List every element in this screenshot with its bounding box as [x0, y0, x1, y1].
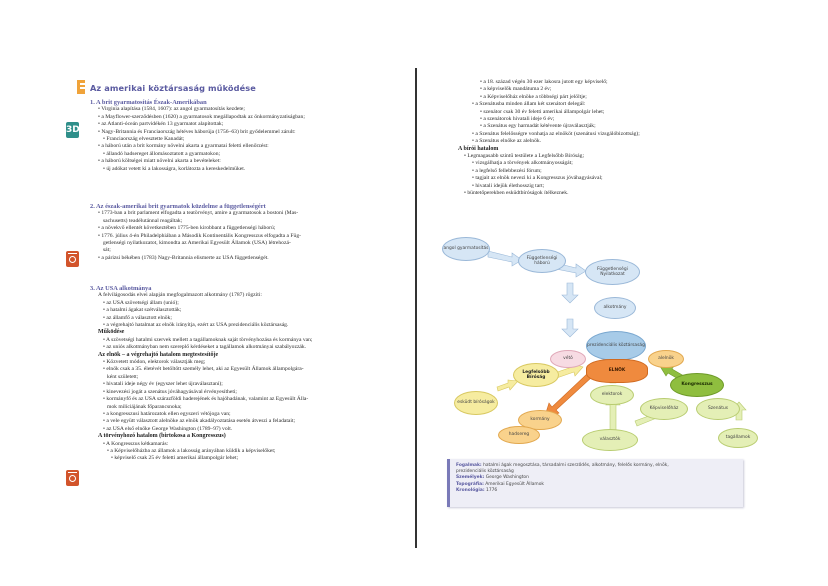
- node-alkotmany: alkotmány: [594, 297, 636, 319]
- kronologia-label: Kronológia:: [456, 487, 485, 493]
- text-line: • Nagy-Britannia és Franciaország hétéves háborúja (1756–63) brit győdelemmel zárult:: [98, 128, 296, 135]
- text-line: • 1773-ban a brit parlament elfogadta a teatörvényt, amire a gyarmatosok a bostoni (Mas-: [98, 210, 299, 217]
- text-line: • a hatalmi ágakat szétválasztották;: [103, 307, 182, 314]
- text-line: • az államfő a választott elnök;: [103, 314, 172, 321]
- text-line: • Virginia alapítása (1584, 1607): az angol gyarmatosítás kezdete;: [98, 106, 245, 113]
- text-line: • a képviselők mandátuma 2 év;: [480, 86, 552, 93]
- text-line: • büntetőperekben esküdtbíróságok ítélkeznek.: [464, 190, 569, 197]
- concept-diagram: [440, 235, 770, 450]
- text-line: • a Képviselőház elnöke a többségi párt jelöltje;: [480, 93, 587, 100]
- text-line: • A szövetségi hatalmi szervek mellett a tagállamoknak saját törvényhozása és kormánya van;: [103, 336, 313, 343]
- node-legfelsobb-birosag: Legfelsőbb Bíróság: [513, 363, 559, 387]
- szemelyek-value: George Washington: [485, 475, 529, 481]
- text-line: • a legfelső fellebbezési fórum;: [472, 167, 542, 174]
- text-line: • az uniós alkotmányban nem szereplő kérdéseket a tagállamok alkotmányai szabályozzák.: [103, 344, 307, 351]
- text-line: • a Szenátus felelősségre vonhatja az elnököt (szenátusi vizsgálóbizottság);: [472, 130, 640, 137]
- text-line: • tagjait az elnök nevezi ki a Kongresszus jóváhagyásával;: [472, 175, 603, 182]
- text-line: • az USA szövetségi állam (unió);: [103, 299, 179, 306]
- text-line: sát;: [103, 247, 111, 254]
- chapter-title: Az amerikai köztársaság működése: [90, 83, 256, 93]
- kronologia-value: 1776: [486, 487, 498, 493]
- szemelyek-label: Személyek:: [456, 475, 485, 481]
- text-line: • Legmagasabb szintű testülete a Legfelsőbb Bíróság;: [464, 153, 585, 160]
- text-line: • a 18. század végén 30 ezer lakosra jutott egy képviselő;: [480, 79, 608, 85]
- subheading: A bírói hatalom: [458, 145, 499, 152]
- node-kongresszus: Kongresszus: [670, 373, 724, 397]
- text-line: • 1776. július 4-én Philadelphiában a Második Kontinentális Kongresszus elfogadta a Füg-: [98, 232, 301, 239]
- subheading: Az elnök – a végrehajtó hatalom megtestesítője: [98, 351, 219, 358]
- text-line: • A Kongresszus kétkamarás:: [103, 440, 169, 447]
- section-heading: 2. Az észak-amerikai brit gyarmatok küzdelme a függetlenségért: [90, 203, 266, 210]
- node-prezidencialis-koztarsasag: prezidenciális köztársaság: [586, 331, 646, 361]
- text-line: • az Atlanti-óceán partvidékén 13 gyarmatot alapítottak;: [98, 121, 224, 128]
- node-elektorok: elektorok: [590, 385, 634, 405]
- text-line: • a Mayflower-szerződésben (1620) a gyarmatosok megállapodtak az önkormányzatiságban;: [98, 113, 305, 120]
- node-valasztok: választók: [582, 429, 638, 451]
- text-line: • hivatali idejük élethosszig tart;: [472, 182, 545, 189]
- node-veto: vétó: [550, 350, 586, 368]
- topografia-label: Topográfia:: [456, 481, 484, 487]
- subheading: Működése: [98, 329, 125, 336]
- page-divider: [415, 68, 417, 548]
- node-fuggetlensegi-nyilatkozat: Függetlenségi Nyilatkozat: [585, 259, 640, 285]
- text-line: • a Szenátusba minden állam két szenátort delegál:: [472, 101, 586, 108]
- fogalmak-cont: prezidenciális köztársaság: [456, 469, 514, 475]
- text-line: • a háború költségei miatt növelni akarta a bevételeket:: [98, 158, 221, 165]
- node-fuggetlensegi-haboru: Függetlenségi háború: [518, 249, 566, 273]
- subheading: A törvényhozó hatalom (birtokosa a Kongresszus): [98, 433, 226, 440]
- node-hadsereg: hadsereg: [498, 426, 540, 444]
- text-line: • a kongresszusi határozatok ellen egyszeri vétójoga van;: [103, 410, 231, 417]
- section-2: [90, 203, 301, 262]
- text-line: A felvilágosodás elvei alapján megfogalmazott alkotmány (1787) rögzíti:: [98, 292, 262, 299]
- text-line: mok milíciájának főparancsnoka;: [107, 403, 182, 410]
- text-line: • a szenátorok hivatali ideje 6 év;: [480, 116, 555, 123]
- node-kepviselohaz: Képviselőház: [640, 398, 688, 420]
- text-line: ként született;: [107, 373, 139, 380]
- text-line: • kinevezési jogát a szenátus jóváhagyásával érvényesítheti;: [103, 388, 237, 395]
- node-tagallamok: tagállamok: [718, 428, 758, 448]
- text-line: • Közvetett módon, elektorok választják meg;: [103, 359, 206, 366]
- text-line: • kormányfő és az USA szárazföldi haderejének és hajóhadának, valamint az Egyesült Álla-: [103, 396, 309, 403]
- 3d-model-icon[interactable]: 3D: [66, 122, 79, 138]
- text-line: • a háború után a brit kormány növelni akarta a gyarmatai feletti ellenőrzést:: [98, 143, 269, 150]
- node-angol-gyarmatositas: angol gyarmatosítás: [442, 237, 490, 261]
- right-text: [458, 79, 640, 198]
- fogalmak-label: Fogalmak:: [456, 463, 482, 468]
- node-szenatus: Szenátus: [696, 398, 740, 420]
- text-line: • a Szenátus egy harmadát kétévente újraválasztják;: [480, 123, 596, 130]
- section-1: [90, 99, 305, 173]
- text-line: • vizsgálhatja a törvények alkotmányosságát;: [472, 160, 573, 167]
- section-3: [90, 285, 312, 463]
- kronologia-row: [456, 488, 737, 494]
- text-line: • a növekvő ellentét következtében 1775-ben kirobbant a függetlenségi háború;: [98, 225, 276, 232]
- section-heading: 3. Az USA alkotmánya: [90, 285, 152, 292]
- text-line: sachusetts) teadélutánnal reagáltak;: [103, 217, 183, 224]
- text-line: • hivatali ideje négy év (egyszer lehet újraválasztani);: [103, 381, 223, 388]
- text-line: • az USA első elnöke George Washington (1789–97) volt.: [103, 425, 233, 432]
- text-line: • képviselő csak 25 év feletti amerikai állampolgár lehet;: [111, 455, 239, 462]
- node-kormany: kormány: [518, 410, 562, 430]
- video-icon[interactable]: [66, 251, 79, 267]
- video-icon[interactable]: [66, 470, 79, 486]
- section-heading: 1. A brit gyarmatosítás Észak-Amerikában: [90, 99, 207, 106]
- text-line: getlenségi nyilatkozatot, kimondta az Amerikai Egyesült Államok (USA) létrehozá-: [103, 240, 291, 247]
- text-line: • a párizsi békében (1783) Nagy-Britannia elismerte az USA függetlenségét.: [98, 254, 269, 261]
- text-line: • állandó hadsereget állomásoztatott a gyarmatokon;: [103, 150, 221, 157]
- chapter-marker-icon: [77, 80, 85, 94]
- text-line: • a végrehajtó hatalmat az elnök irányítja, ezért az USA prezidenciális köztársaság.: [103, 322, 289, 329]
- node-elnok: ELNÖK: [586, 359, 648, 383]
- text-line: • a Szenátus elnöke az alelnök.: [472, 138, 542, 145]
- text-line: • szenátor csak 30 év feletti amerikai állampolgár lehet;: [480, 108, 605, 115]
- text-line: • Franciaország elvesztette Kanadát;: [103, 136, 185, 143]
- text-line: • a Képviselőházba az államok a lakosság arányában küldik a képviselőket;: [107, 447, 276, 454]
- node-eskudt-birosagok: esküdt bíróságok: [454, 391, 498, 415]
- text-line: • új adókat vetett ki a lakosságra, korlátozta a kereskedelmüket.: [103, 165, 246, 172]
- summary-infobox: [447, 459, 743, 507]
- text-line: • elnök csak a 35. életévét betöltött személy lehet, aki az Egyesült Államok állampolgára-: [103, 366, 304, 373]
- text-line: • a vele együtt választott alelnöke az elnök akadályoztatása esetén átveszi a feladatait;: [103, 418, 296, 425]
- topografia-value: Amerikai Egyesült Államok: [485, 481, 544, 487]
- node-alelnok: alelnök: [648, 350, 684, 368]
- fogalmak-value: hatalmi ágak megosztása, társadalmi szerződés, alkotmány, felelős kormány, elnök,: [483, 463, 669, 468]
